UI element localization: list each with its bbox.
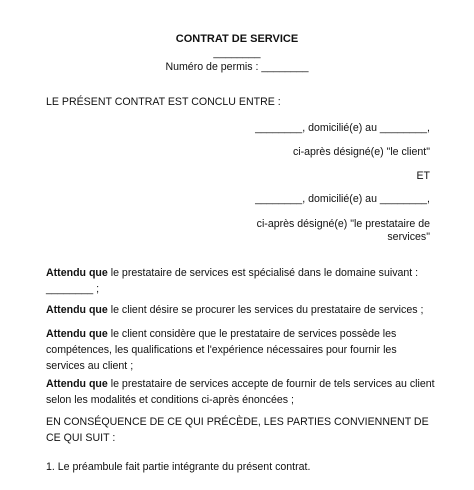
whereas-clause-3 [46, 326, 438, 374]
attendu-label: Attendu que [46, 267, 108, 279]
party1-designation: ci-après désigné(e) "le client" [292, 146, 430, 158]
whereas-clause-1 [46, 265, 438, 297]
title-blank: ________ [213, 47, 261, 59]
document-title: CONTRAT DE SERVICE [175, 33, 299, 45]
permit-number-line: Numéro de permis : ________ [165, 61, 309, 73]
party2-designation-line1: ci-après désigné(e) "le prestataire de [256, 218, 430, 230]
party2-designation-line2: services" [387, 231, 430, 243]
clause-1: 1. Le préambule fait partie intégrante du présent contrat. [46, 461, 311, 473]
whereas-text: le prestataire de services accepte de fournir de tels services au client selon les modalités et conditions ci-après énoncées ; [46, 378, 435, 406]
consequence-statement: EN CONSÉQUENCE DE CE QUI PRÉCÈDE, LES PARTIES CONVIENNENT DE CE QUI SUIT : [46, 416, 429, 444]
whereas-clause-2 [46, 302, 438, 318]
whereas-text: le client considère que le prestataire de services possède les compétences, les qualifications et l'expérience nécessaires pour fournir les services au client ; [46, 328, 397, 372]
whereas-clause-4 [46, 376, 438, 408]
whereas-text: le prestataire de services est spécialisé dans le domaine suivant : ________ ; [46, 267, 419, 295]
party1-address-line: ________, domicilié(e) au ________, [255, 122, 430, 134]
conjunction-et: ET [416, 170, 430, 182]
attendu-label: Attendu que [46, 378, 108, 390]
whereas-text: le client désire se procurer les services du prestataire de services ; [107, 304, 424, 316]
contract-intro: LE PRÉSENT CONTRAT EST CONCLU ENTRE : [46, 96, 281, 108]
attendu-label: Attendu que [46, 328, 108, 340]
party2-address-line: ________, domicilié(e) au ________, [255, 193, 430, 205]
attendu-label: Attendu que [46, 304, 108, 316]
